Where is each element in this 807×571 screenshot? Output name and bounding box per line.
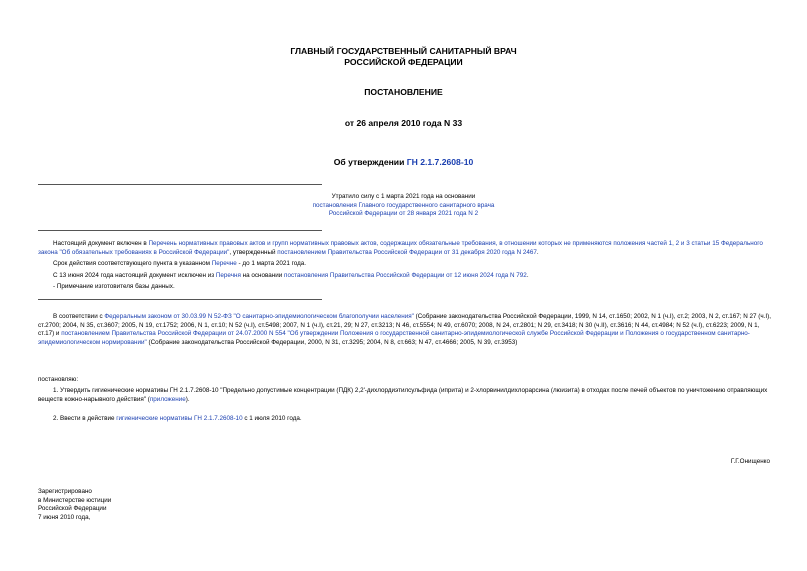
note-text: Срок действия соответствующего пункта в указанном [53,260,212,268]
status-note-line-1: Утратило силу с 1 марта 2021 года на основании [331,193,476,200]
body-text: В соответствии с [53,313,105,320]
note-text: С 13 июня 2024 года настоящий документ исключен из [53,271,216,279]
registration-line-4: 7 июня 2010 года, [38,513,91,521]
registration-line-3: Российской Федерации [38,505,107,513]
status-note [0,193,807,219]
government-decree-link[interactable]: постановления Правительства Российской Федерации от 12 июня 2024 года N 792 [284,271,527,279]
list-link[interactable]: Перечня [215,271,241,279]
government-decree-link[interactable]: постановлением Правительства Российской Федерации от 24.07.2000 N 554 "Об утверждении Положения о государственной санитарно-эпидемиологической службе Российской Федерации и Положения о государственном санитарно-эпидемиологическом нормировании" [38,330,750,346]
item-1 [38,387,772,404]
divider [38,230,322,231]
divider [38,184,322,185]
government-decree-link[interactable]: постановлением Правительства Российской Федерации от 31 декабря 2020 года N 2467 [277,248,537,256]
issuer-title [0,46,807,68]
document-subject [0,157,807,168]
item-2 [38,415,772,424]
subject-prefix: Об утверждении [333,157,407,167]
document-type: ПОСТАНОВЛЕНИЕ [364,87,443,97]
issuer-line-1: ГЛАВНЫЙ ГОСУДАРСТВЕННЫЙ САНИТАРНЫЙ ВРАЧ [290,46,517,56]
body-text: с 1 июля 2010 года. [242,415,302,422]
issuer-line-2: РОССИЙСКОЙ ФЕДЕРАЦИИ [344,57,463,67]
registration-line-1: Зарегистрировано [38,488,92,495]
document-date-number: от 26 апреля 2010 года N 33 [344,118,463,128]
status-note-link-1[interactable]: постановления Главного государственного санитарного врача [312,201,495,209]
body-text: 1. Утвердить гигиенические нормативы ГН 2.1.7.2608-10 "Предельно допустимые концентрации (ПДК) 2,2'-дихлордиэтилсульфида (иприта) и 2-хлорвинилдихлорарсина (люизита) в отходах после печей объектов по уничтожению отравляющих веществ кожно-нарывного действия" ( [38,387,768,403]
editorial-note-4: - Примечание изготовителя базы данных. [53,283,175,291]
divider [38,299,322,300]
subject-link[interactable]: ГН 2.1.7.2608-10 [406,157,474,167]
editorial-note-1 [38,240,772,257]
registration-line-2: в Министерстве юстиции [38,496,112,504]
note-text: . [536,248,539,256]
editorial-note-3 [38,272,772,281]
note-text: на основании [240,271,285,279]
note-text: - до 1 марта 2021 года. [236,260,307,268]
body-text: (Собрание законодательства Российской Федерации, 2000, N 31, ст.3295; 2004, N 8, ст.663; N 47, ст.4666; 2005, N 39, ст.3953) [146,338,518,346]
body-text: (Собрание законодательства Российской Федерации, 1999, N 14, ст.1650; 2002, N 1 (ч.I), ст.2; 2003, N 2, ст.167; N 27 (ч.I), ст.2700; 2004, N 35, ст.3607; 2005, N 19, ст.1752; 2006, N 1, ст.10; N 52 (ч.I), ст.5498; 2007, N 1 (ч.I), ст.21, 29; N 27, ст.3213; N 46, ст.5554; N 49, ст.6070; 2008, N 24, ст.2801; N 29, ст.3418; N 30 (ч.II), ст.3616; N 44, ст.4984; N 52 (ч.I), ст.6223; 2009, N 1, ст.17) и [38,313,772,338]
federal-law-link[interactable]: Федеральным законом от 30.03.99 N 52-ФЗ "О санитарно-эпидемиологическом благополучии населения" [104,313,414,320]
registration-block [38,488,111,522]
appendix-link[interactable]: приложение [149,395,186,403]
resolved-label: постановляю: [38,376,79,383]
list-link[interactable]: Перечне [211,260,237,268]
note-text: Настоящий документ включен в [53,240,149,247]
note-text: . [526,271,529,279]
hygienic-standards-link[interactable]: гигиенические нормативы ГН 2.1.7.2608-10 [116,415,243,422]
status-note-link-2[interactable]: Российской Федерации от 28 января 2021 года N 2 [328,210,479,218]
note-text: , утвержденный [229,248,278,256]
basis-paragraph [38,313,772,347]
editorial-notes [38,240,772,292]
body-text: ). [185,395,190,403]
signature: Г.Г.Онищенко [730,458,770,465]
editorial-note-2 [38,260,772,269]
list-link[interactable]: Перечень нормативных правовых актов и групп нормативных правовых актов, содержащих обязательные требования, в отношении которых не применяются положения частей 1, 2 и 3 статьи 15 Федерального закона "Об обязательных требованиях в Российской Федерации" [38,240,763,256]
body-text: 2. Ввести в действие [53,415,117,422]
